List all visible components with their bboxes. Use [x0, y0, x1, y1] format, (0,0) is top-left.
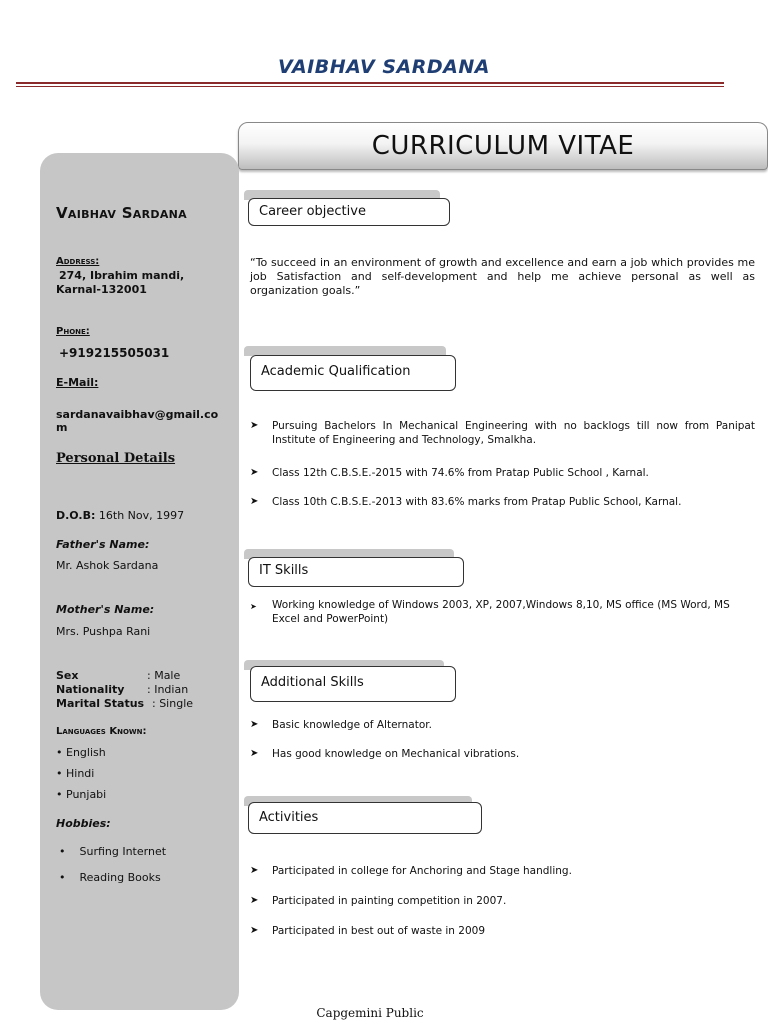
header-rule [16, 82, 724, 84]
career-objective-text: “To succeed in an environment of growth and excellence and earn a job which provides me job Satisfaction and self-development and help me achieve personal as well as organization goals.” [250, 256, 755, 297]
address-line2: Karnal-132001 [56, 283, 147, 296]
section-activities [248, 802, 482, 834]
email-label: E-Mail: [56, 376, 99, 389]
section-title: Activities [259, 810, 319, 825]
section-title: Additional Skills [261, 675, 364, 690]
section-it-skills [248, 557, 464, 587]
address-label: Address: [56, 256, 100, 267]
cv-title-banner [238, 122, 768, 170]
section-career-objective [248, 198, 450, 226]
arrow-bullet-icon: ➤ [250, 895, 259, 906]
cv-title: CURRICULUM VITAE [371, 131, 635, 161]
nationality-value: : Indian [147, 683, 189, 696]
phone-value: +919215505031 [59, 346, 170, 360]
hobby-item: • Reading Books [59, 871, 161, 884]
mother-value: Mrs. Pushpa Rani [56, 625, 151, 638]
phone-label: Phone: [56, 326, 90, 337]
hobby-item: • Surfing Internet [59, 845, 167, 858]
section-academic [250, 355, 456, 391]
arrow-bullet-icon: ➤ [250, 719, 259, 730]
section-title: IT Skills [259, 563, 309, 578]
language-item: • Hindi [56, 767, 95, 780]
section-title: Career objective [259, 204, 366, 219]
languages-label: Languages Known: [56, 726, 147, 737]
marital-label: Marital Status [56, 697, 145, 710]
address-line1: 274, Ibrahim mandi, [59, 269, 185, 282]
header-rule-thin [16, 86, 724, 87]
arrow-bullet-icon: ➤ [250, 467, 259, 478]
arrow-bullet-icon: ➤ [250, 496, 259, 507]
section-additional-skills [250, 666, 456, 702]
sex-value: : Male [147, 669, 181, 682]
language-item: • English [56, 746, 106, 759]
language-item: • Punjabi [56, 788, 107, 801]
section-title: Academic Qualification [261, 364, 411, 379]
arrow-bullet-icon: ➤ [250, 865, 259, 876]
arrow-bullet-icon: ➤ [250, 748, 259, 759]
nationality-label: Nationality [56, 683, 125, 696]
footer-text: Capgemini Public [316, 1006, 424, 1020]
dob-value: 16th Nov, 1997 [98, 509, 185, 522]
marital-value: : Single [152, 697, 194, 710]
dob-label: D.O.B: [56, 509, 96, 522]
personal-details-heading: Personal Details [56, 451, 176, 466]
dob-row [56, 509, 184, 522]
arrow-bullet-icon: ➤ [250, 602, 257, 611]
arrow-bullet-icon: ➤ [250, 420, 259, 431]
mother-label: Mother's Name: [56, 603, 155, 616]
father-label: Father's Name: [56, 538, 150, 551]
email-line2: m [56, 421, 68, 434]
header-name: VAIBHAV SARDANA [278, 56, 490, 78]
hobbies-label: Hobbies: [56, 817, 111, 830]
email-line1[interactable]: sardanavaibhav@gmail.co [56, 408, 219, 421]
father-value: Mr. Ashok Sardana [56, 559, 159, 572]
sidebar-name: Vaibhav Sardana [56, 204, 187, 222]
arrow-bullet-icon: ➤ [250, 925, 259, 936]
sex-label: Sex [56, 669, 79, 682]
